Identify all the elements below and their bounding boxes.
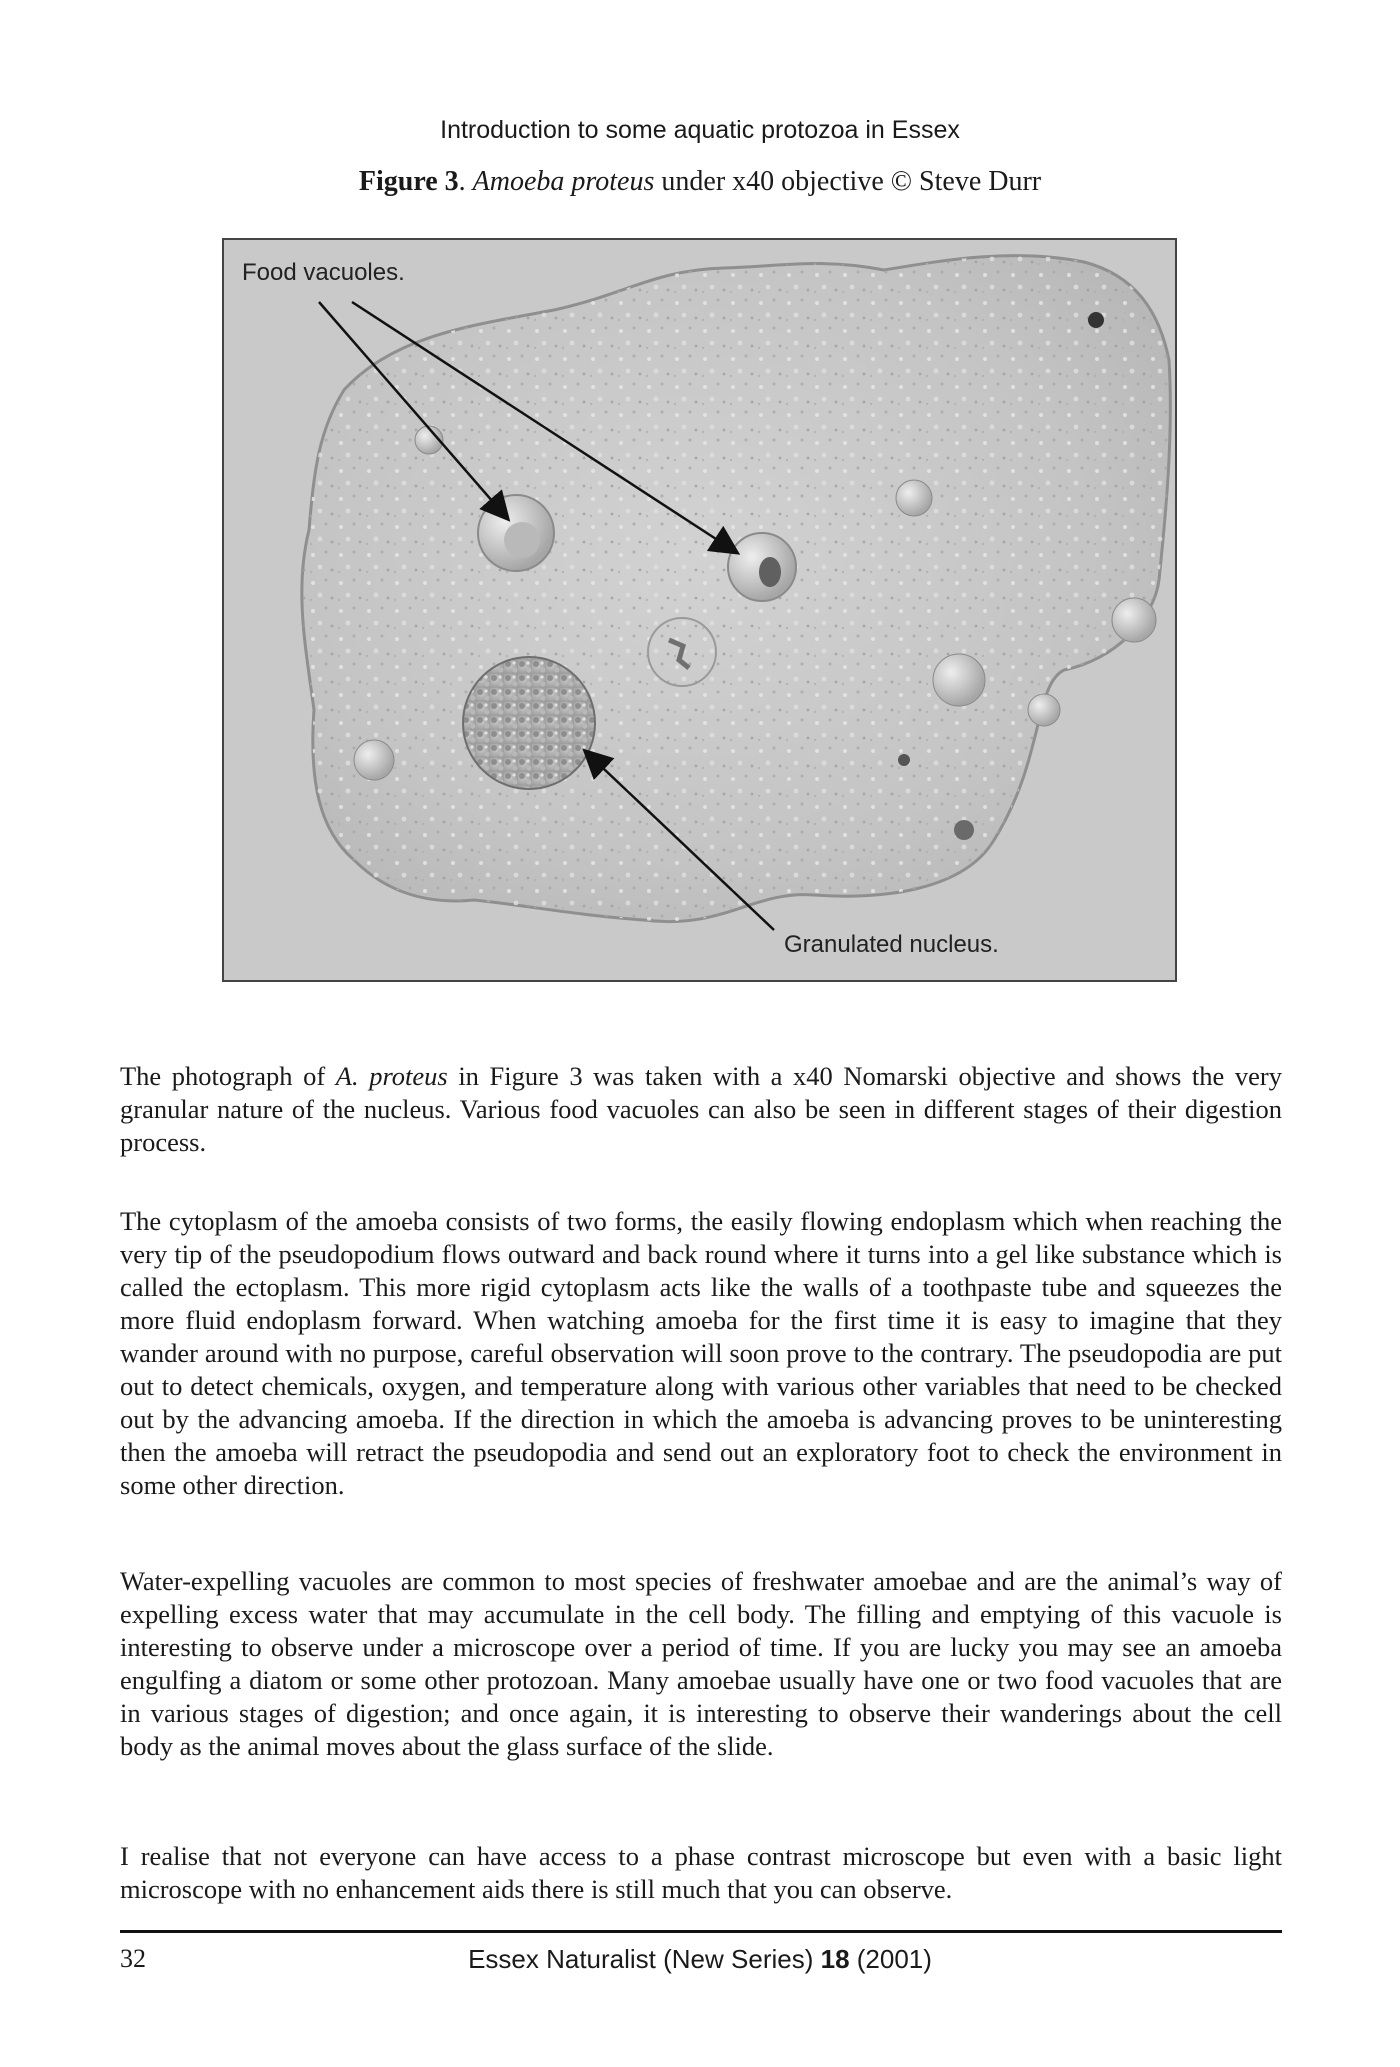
journal-name: Essex Naturalist (New Series) [468, 1944, 821, 1974]
paragraph-1 [120, 1060, 1282, 1159]
running-header: Introduction to some aquatic protozoa in Essex [440, 116, 960, 144]
small-vacuole [896, 480, 932, 516]
page-number: 32 [120, 1944, 146, 1973]
paragraph-2: The cytoplasm of the amoeba consists of two forms, the easily flowing endoplasm which when reaching the very tip of the pseudopodium flows outward and back round where it turns into a gel like substance which is called the ectoplasm. This more rigid cytoplasm acts like the walls of a toothpaste tube and squeezes the more fluid endoplasm forward. When watching amoeba for the first time it is easy to imagine that they wander around with no purpose, careful observation will soon prove to the contrary. The pseudopodia are put out to detect chemicals, oxygen, and temperature along with various other variables that need to be checked out by the advancing amoeba. If the direction in which the amoeba is advancing proves to be uninteresting then the amoeba will retract the pseudopodia and send out an exploratory foot to check the environment in some other direction. [120, 1206, 1282, 1500]
p1-species: A. proteus [335, 1061, 448, 1091]
label-granulated-nucleus: Granulated nucleus. [784, 931, 999, 958]
granulated-nucleus [463, 657, 595, 789]
p1-end: in Figure 3 was taken with a x40 Nomarski objective and shows the very granular nature of the nucleus. Various food vacuoles can also be seen in different stages of their digestion process. [120, 1061, 1282, 1157]
small-vacuole [1028, 694, 1060, 726]
caption-separator: . [458, 166, 473, 197]
footer-rule [120, 1930, 1282, 1933]
food-vacuole-2 [728, 533, 796, 601]
contractile-vacuole [1112, 598, 1156, 642]
label-food-vacuoles: Food vacuoles. [242, 259, 405, 286]
paragraph-4: I realise that not everyone can have access to a phase contrast microscope but even with a basic light microscope with no enhancement aids there is still much that you can observe. [120, 1841, 1282, 1904]
caption-credit: under x40 objective © Steve Durr [654, 166, 1042, 197]
p1-start: The photograph of [120, 1061, 336, 1091]
journal-volume: 18 [820, 1944, 850, 1974]
dark-granule [898, 754, 910, 766]
figure-caption [0, 166, 1400, 198]
dark-granule [954, 820, 974, 840]
journal-year: (2001) [849, 1944, 932, 1974]
small-vacuole [933, 654, 985, 706]
figure-label: Figure 3 [358, 166, 459, 197]
food-vacuole-1 [478, 495, 554, 571]
journal-citation [0, 1944, 1400, 1975]
paragraph-3: Water-expelling vacuoles are common to most species of freshwater amoebae and are the animal’s way of expelling excess water that may accumulate in the cell body. The filling and emptying of this vacuole is interesting to observe under a microscope over a period of time. If you are lucky you may see an amoeba engulfing a diatom or some other protozoan. Many amoebae usually have one or two food vacuoles that are in various stages of digestion; and once again, it is interesting to observe their wanderings about the cell body as the animal moves about the glass surface of the slide. [120, 1566, 1282, 1761]
small-vacuole [354, 740, 394, 780]
dark-granule [1088, 312, 1104, 328]
caption-species: Amoeba proteus [472, 166, 655, 197]
amoeba-micrograph [222, 238, 1177, 982]
